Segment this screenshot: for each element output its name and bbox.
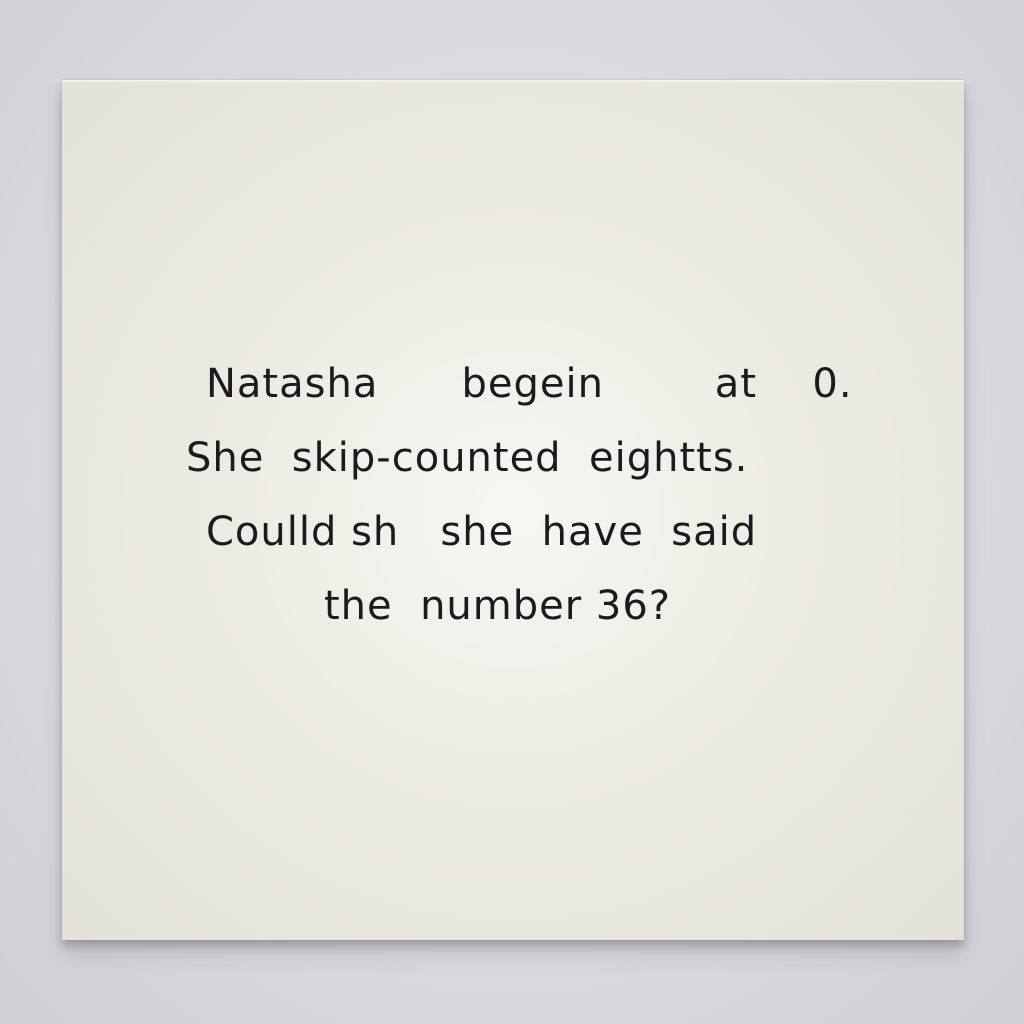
note-line-3: Coulld sh she have said [206, 509, 758, 555]
handwritten-question [62, 80, 964, 940]
note-line-1: Natasha begein at 0. [206, 361, 853, 407]
note-line-4: the number 36? [324, 583, 672, 629]
note-line-2: She skip-counted eightts. [186, 435, 749, 481]
paper-note-card [62, 80, 964, 940]
